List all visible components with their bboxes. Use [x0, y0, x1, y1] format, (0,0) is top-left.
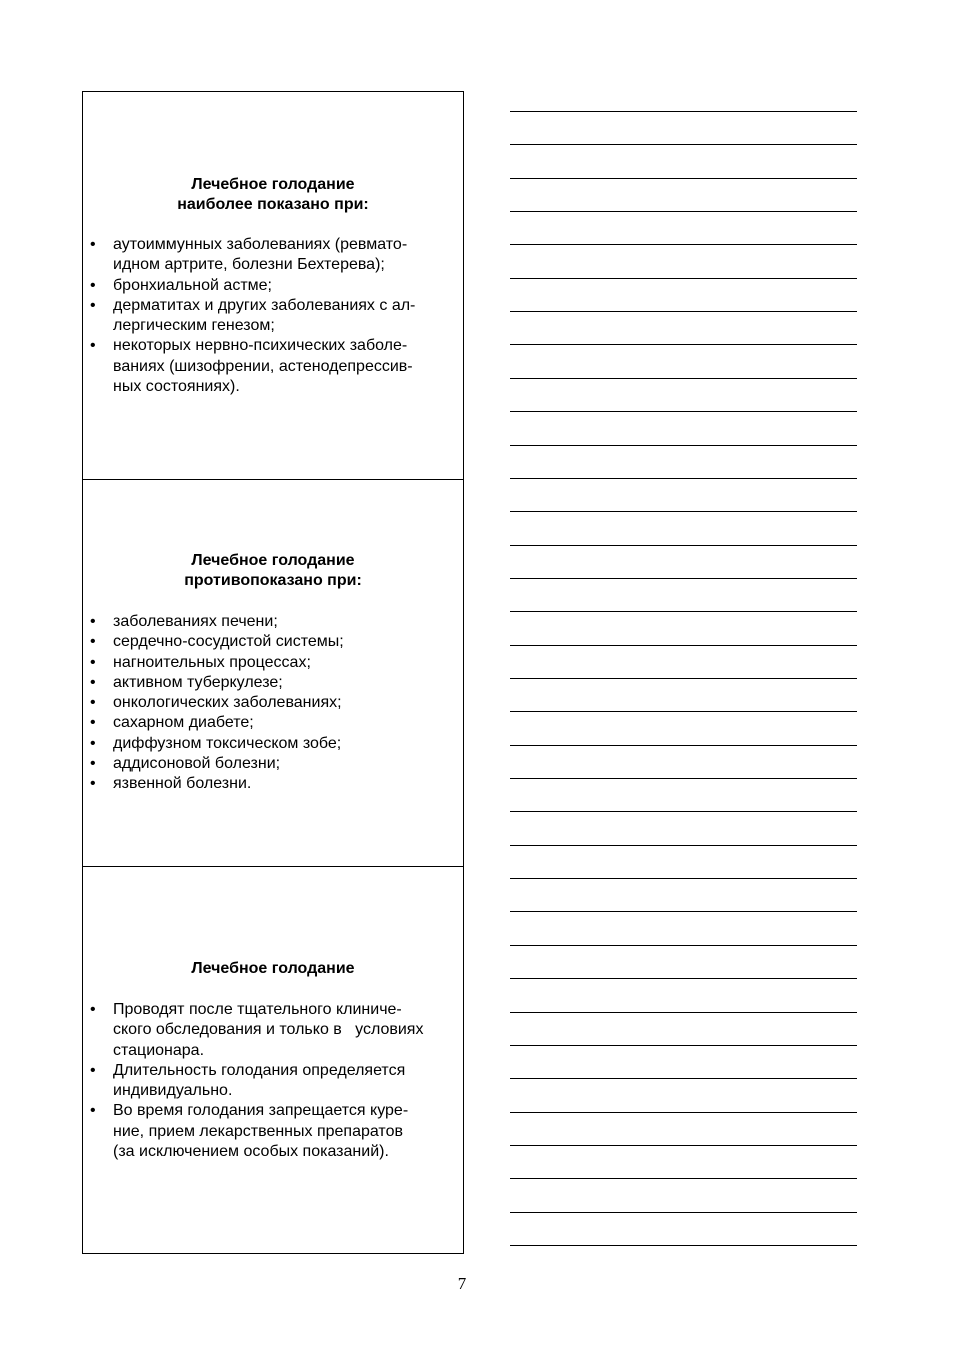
- note-line: [510, 344, 857, 345]
- bullet-text-line: • бронхиальной астме;: [113, 276, 272, 294]
- list-item: [83, 276, 463, 296]
- note-line: [510, 211, 857, 212]
- note-line: [510, 811, 857, 812]
- list-item: [83, 673, 463, 693]
- note-line: [510, 445, 857, 446]
- note-line: [510, 678, 857, 679]
- slide-contraindications: [82, 479, 464, 867]
- list-item: [83, 653, 463, 673]
- title-line: противопоказано при:: [184, 572, 362, 589]
- note-line: [510, 878, 857, 879]
- note-line: [510, 1178, 857, 1179]
- notes-lines-area: [510, 111, 857, 1246]
- slide-indications: [82, 91, 464, 480]
- bullet-text-line: ние, прием лекарственных препаратов: [113, 1122, 403, 1140]
- list-item: [83, 632, 463, 652]
- list-item: [83, 1000, 463, 1061]
- page-number: 7: [457, 1274, 467, 1293]
- slide-procedure: [82, 866, 464, 1254]
- bullet-list: [83, 235, 463, 397]
- note-line: [510, 478, 857, 479]
- list-item: [83, 754, 463, 774]
- note-line: [510, 911, 857, 912]
- title-line: Лечебное голодание: [191, 552, 355, 569]
- note-line: [510, 578, 857, 579]
- note-line: [510, 778, 857, 779]
- bullet-text-line: • нагноительных процессах;: [113, 653, 311, 671]
- note-line: [510, 1112, 857, 1113]
- note-line: [510, 244, 857, 245]
- bullet-text-line: • язвенной болезни.: [113, 775, 252, 793]
- note-line: [510, 1245, 857, 1246]
- slide-title: [83, 551, 463, 591]
- bullet-list: [83, 1000, 463, 1162]
- note-line: [510, 1045, 857, 1046]
- note-line: [510, 611, 857, 612]
- list-item: [83, 1061, 463, 1102]
- list-item: [83, 693, 463, 713]
- bullet-text-line: • дерматитах и других заболеваниях с ал-: [113, 296, 416, 314]
- bullet-text-line: идном артрите, болезни Бехтерева);: [113, 256, 385, 274]
- slide-title: [83, 959, 463, 979]
- bullet-text-line: • активном туберкулезе;: [113, 673, 283, 691]
- note-line: [510, 1145, 857, 1146]
- list-item: [83, 1101, 463, 1162]
- list-item: [83, 235, 463, 276]
- bullet-text-line: • диффузном токсическом зобе;: [113, 734, 342, 752]
- note-line: [510, 278, 857, 279]
- bullet-text-line: (за исключением особых показаний).: [113, 1143, 389, 1161]
- list-item: [83, 713, 463, 733]
- title-line: Лечебное голодание: [191, 960, 355, 977]
- note-line: [510, 311, 857, 312]
- note-line: [510, 645, 857, 646]
- note-line: [510, 411, 857, 412]
- note-line: [510, 711, 857, 712]
- bullet-text-line: • аутоиммунных заболеваниях (ревмато-: [113, 236, 408, 253]
- note-line: [510, 144, 857, 145]
- note-line: [510, 545, 857, 546]
- bullet-text-line: • сердечно-сосудистой системы;: [113, 633, 344, 651]
- note-line: [510, 178, 857, 179]
- note-line: [510, 845, 857, 846]
- bullet-text-line: стационара.: [113, 1041, 205, 1059]
- note-line: [510, 511, 857, 512]
- list-item: [83, 336, 463, 397]
- bullet-text-line: • сахарном диабете;: [113, 714, 254, 732]
- list-item: [83, 734, 463, 754]
- bullet-list: [83, 612, 463, 795]
- bullet-text-line: ского обследования и только в условиях: [113, 1021, 424, 1039]
- bullet-text-line: • аддисоновой болезни;: [113, 755, 281, 773]
- bullet-text-line: • заболеваниях печени;: [113, 613, 278, 630]
- bullet-text-line: ных состояниях).: [113, 378, 240, 396]
- list-item: [83, 612, 463, 632]
- note-line: [510, 111, 857, 112]
- note-line: [510, 945, 857, 946]
- bullet-text-line: ваниях (шизофрении, астенодепрессив-: [113, 357, 413, 375]
- bullet-text-line: • онкологических заболеваниях;: [113, 694, 342, 712]
- note-line: [510, 1212, 857, 1213]
- title-line: Лечебное голодание: [191, 176, 355, 193]
- bullet-text-line: • Проводят после тщательного клиниче-: [113, 1001, 402, 1018]
- note-line: [510, 978, 857, 979]
- note-line: [510, 378, 857, 379]
- bullet-text-line: • Во время голодания запрещается куре-: [113, 1102, 409, 1120]
- note-line: [510, 1078, 857, 1079]
- bullet-text-line: индивидуально.: [113, 1082, 233, 1100]
- list-item: [83, 774, 463, 794]
- bullet-text-line: • Длительность голодания определяется: [113, 1061, 406, 1079]
- bullet-text-line: лергическим генезом;: [113, 317, 275, 335]
- slide-title: [83, 175, 463, 215]
- title-line: наиболее показано при:: [177, 196, 369, 213]
- list-item: [83, 296, 463, 337]
- note-line: [510, 1012, 857, 1013]
- bullet-text-line: • некоторых нервно-психических заболе-: [113, 337, 408, 355]
- note-line: [510, 745, 857, 746]
